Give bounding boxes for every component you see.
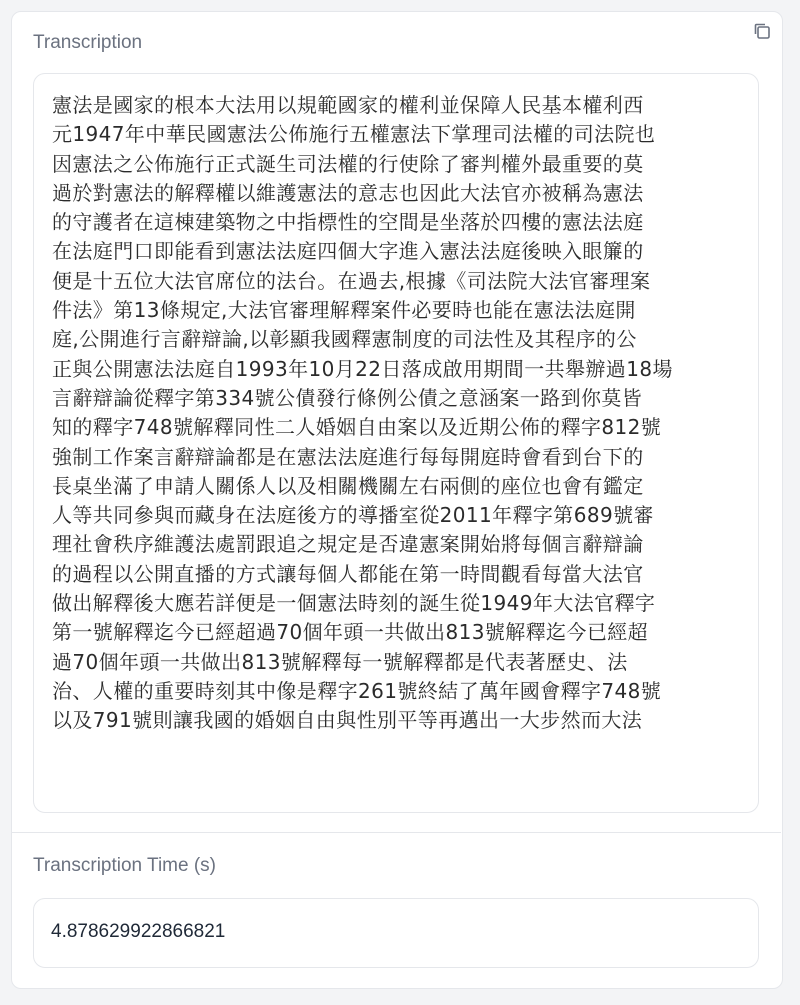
transcription-time-field[interactable] — [33, 898, 759, 968]
transcription-line: 正與公開憲法法庭自1993年10月22日落成啟用期間一共舉辦過18場 — [52, 356, 673, 381]
transcription-line: 因憲法之公佈施行正式誕生司法權的行使除了審判權外最重要的莫 — [52, 151, 644, 176]
transcription-line: 的過程以公開直播的方式讓每個人都能在第一時間觀看每當大法官 — [52, 561, 644, 586]
transcription-label: Transcription — [33, 32, 143, 53]
transcription-time-value: 4.878629922866821 — [51, 921, 226, 942]
divider — [12, 832, 781, 833]
transcription-line: 理社會秩序維護法處罰跟追之規定是否違憲案開始將每個言辭辯論 — [52, 532, 644, 557]
transcription-line: 便是十五位大法官席位的法台。在過去,根據《司法院大法官審理案 — [52, 268, 651, 293]
transcription-line: 第一號解釋迄今已經超過70個年頭一共做出813號解釋迄今已經超 — [52, 620, 649, 645]
transcription-line: 以及791號則讓我國的婚姻自由與性別平等再邁出一大步然而大法 — [52, 708, 643, 733]
transcription-line: 的守護者在這棟建築物之中指標性的空間是坐落於四樓的憲法法庭 — [52, 210, 644, 235]
transcription-textbox[interactable] — [33, 73, 759, 813]
copy-icon — [753, 22, 771, 40]
transcription-line: 憲法是國家的根本大法用以規範國家的權利並保障人民基本權利西 — [52, 93, 644, 117]
transcription-line: 人等共同參與而藏身在法庭後方的導播室從2011年釋字第689號審 — [52, 503, 654, 528]
transcription-time-label: Transcription Time (s) — [33, 855, 216, 876]
transcription-text — [52, 91, 742, 736]
transcription-line: 過70個年頭一共做出813號解釋每一號解釋都是代表著歷史、法 — [52, 649, 628, 674]
transcription-line: 在法庭門口即能看到憲法法庭四個大字進入憲法法庭後映入眼簾的 — [52, 239, 644, 264]
transcription-line: 強制工作案言辭辯論都是在憲法法庭進行每每開庭時會看到台下的 — [52, 444, 644, 469]
transcription-line: 元1947年中華民國憲法公佈施行五權憲法下掌理司法權的司法院也 — [52, 122, 656, 147]
transcription-line: 言辭辯論從釋字第334號公債發行條例公債之意涵案一路到你莫皆 — [52, 385, 643, 410]
transcription-line: 治、人權的重要時刻其中像是釋字261號終結了萬年國會釋字748號 — [52, 678, 662, 703]
transcription-line: 做出解釋後大應若詳便是一個憲法時刻的誕生從1949年大法官釋字 — [52, 591, 656, 616]
transcription-line: 知的釋字748號解釋同性二人婚姻自由案以及近期公佈的釋字812號 — [52, 415, 662, 440]
transcription-line: 長桌坐滿了申請人關係人以及相關機關左右兩側的座位也會有鑑定 — [52, 473, 644, 498]
transcription-line: 過於對憲法的解釋權以維護憲法的意志也因此大法官亦被稱為憲法 — [52, 180, 644, 205]
transcription-line: 庭,公開進行言辭辯論,以彰顯我國釋憲制度的司法性及其程序的公 — [52, 327, 637, 352]
copy-button[interactable] — [748, 17, 776, 45]
transcription-line: 件法》第13條規定,大法官審理解釋案件必要時也能在憲法法庭開 — [52, 298, 636, 323]
